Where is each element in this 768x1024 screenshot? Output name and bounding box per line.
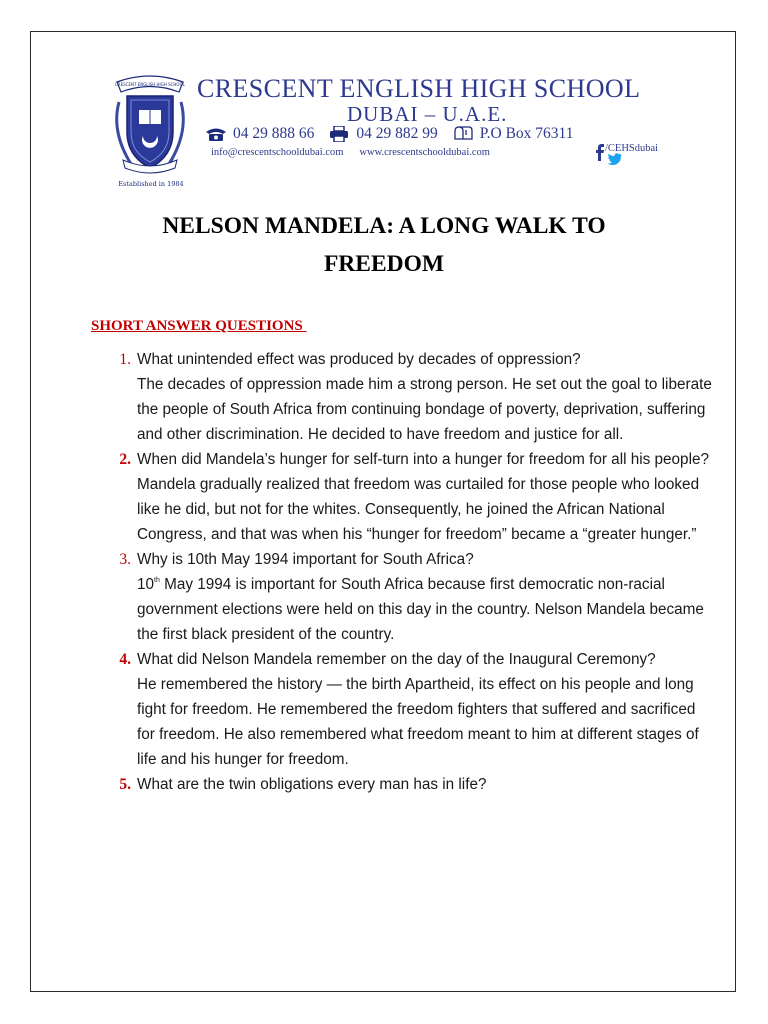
question-number: 3.	[119, 551, 131, 568]
question-number: 2.	[119, 451, 131, 468]
letterhead	[109, 72, 711, 198]
question-text: What unintended effect was produced by decades of oppression?	[137, 351, 581, 368]
document-title-line-2: FREEDOM	[323, 251, 445, 277]
section-heading: SHORT ANSWER QUESTIONS	[91, 318, 307, 334]
answer-text: He remembered the history — the birth Apartheid, its effect on his people and long fight for freedom. He remembered the freedom fighters that suffered and sacrificed for freedom. He also remembered what freedom meant to him at different stages of life and his hunger for freedom.	[137, 676, 699, 768]
social-handle	[595, 143, 658, 161]
question-text: What did Nelson Mandela remember on the day of the Inaugural Ceremony?	[137, 651, 656, 668]
document-title	[31, 207, 737, 283]
web-row	[211, 147, 490, 158]
facebook-icon	[595, 143, 605, 161]
school-city: DUBAI – U.A.E.	[347, 102, 508, 126]
telephone-icon	[205, 126, 227, 142]
question-number: 4.	[119, 651, 131, 668]
answer-body: May 1994 is important for South Africa because first democratic non-racial government elections were held on this day in the country. Nelson Mandela became the first black president of the country.	[137, 576, 704, 643]
twitter-icon	[607, 153, 623, 165]
answer-text: The decades of oppression made him a strong person. He set out the goal to liberate the people of South Africa from continuing bondage of poverty, deprivation, suffering and other discrimination. He decided to have freedom and justice for all.	[137, 376, 712, 443]
website-url: www.crescentschooldubai.com	[359, 147, 490, 158]
question-number: 5.	[119, 776, 131, 793]
fax-number: 04 29 882 99	[356, 125, 438, 142]
qa-item-2	[119, 447, 717, 547]
question-text: What are the twin obligations every man has in life?	[137, 776, 487, 793]
established-caption: Established in 1984	[118, 180, 184, 188]
question-text: When did Mandela’s hunger for self-turn into a hunger for freedom for all his people?	[137, 451, 709, 468]
qa-list	[119, 347, 717, 797]
answer-text: Mandela gradually realized that freedom was curtailed for those people who looked like he did, but not for the whites. Consequently, he joined the African National Congress, and that was when his “hunger for freedom” became a “greater hunger.”	[137, 476, 700, 543]
printer-icon	[328, 126, 350, 142]
ordinal-suffix: th	[154, 577, 160, 584]
question-number: 1.	[119, 351, 131, 368]
question-text: Why is 10th May 1994 important for South Africa?	[137, 551, 474, 568]
school-crest-logo	[109, 72, 191, 176]
qa-item-1	[119, 347, 717, 447]
mailbox-icon	[452, 126, 474, 142]
po-box: P.O Box 76311	[479, 125, 574, 142]
qa-item-5	[119, 772, 717, 797]
document-page	[30, 31, 736, 992]
contact-row	[205, 124, 573, 144]
document-title-line-1: NELSON MANDELA: A LONG WALK TO	[162, 213, 606, 239]
svg-text:CRESCENT ENGLISH HIGH SCHOOL: CRESCENT ENGLISH HIGH SCHOOL	[115, 82, 185, 87]
social-handle-text: /CEHSdubai	[605, 143, 659, 154]
qa-item-3	[119, 547, 717, 647]
email-address: info@crescentschooldubai.com	[211, 147, 344, 158]
phone-number: 04 29 888 66	[233, 125, 315, 142]
answer-text	[137, 572, 717, 647]
qa-item-4	[119, 647, 717, 772]
school-name: CRESCENT ENGLISH HIGH SCHOOL	[197, 74, 641, 103]
answer-date-prefix: 10	[137, 576, 155, 593]
